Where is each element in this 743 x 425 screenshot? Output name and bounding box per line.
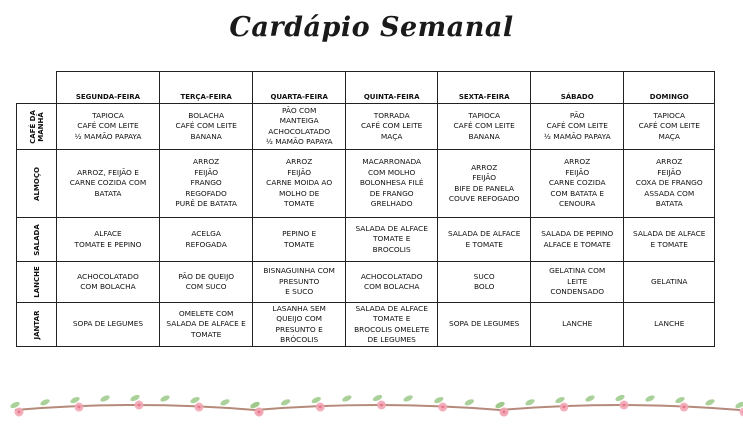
menu-cell xyxy=(253,303,346,347)
menu-cell xyxy=(345,218,438,262)
meal-label xyxy=(17,104,57,150)
menu-item-text: SUCO xyxy=(473,271,495,281)
menu-item-text: ACHOCOLATADO xyxy=(360,271,423,281)
flower-center xyxy=(503,411,506,414)
menu-cell xyxy=(345,104,438,150)
menu-item-text: ARROZ xyxy=(193,157,220,167)
menu-item-text: BROCOLIS OMELETE xyxy=(354,324,430,334)
meal-label-line: MANHÃ xyxy=(36,111,45,142)
leaf-shape xyxy=(524,398,535,407)
flower-center xyxy=(138,404,141,407)
menu-item-text: ARROZ, FEIJÃO E xyxy=(77,167,139,177)
menu-item-text: GELATINA xyxy=(651,276,688,286)
menu-item-text: MACARRONADA xyxy=(362,157,422,167)
menu-cell xyxy=(624,262,715,303)
menu-item-text: BOLACHA xyxy=(188,110,225,120)
menu-item-text: LASANHA SEM xyxy=(272,303,326,313)
leaf-shape xyxy=(403,394,414,403)
menu-item-text: COM MOLHO xyxy=(367,167,416,177)
menu-item-text: ACHOCOLATADO xyxy=(77,271,139,281)
menu-item-text: PURÊ DE BATATA xyxy=(175,199,237,209)
flower-center xyxy=(441,406,444,409)
menu-item-text: TORRADA xyxy=(373,110,410,120)
menu-cell xyxy=(438,150,531,218)
menu-item-text: FEIJÃO xyxy=(287,167,312,177)
leaf-shape xyxy=(219,398,230,407)
menu-item-text: E SUCO xyxy=(285,287,314,297)
menu-cell xyxy=(57,303,160,347)
flower-center xyxy=(78,406,81,409)
menu-item-text: ALFACE E TOMATE xyxy=(543,239,611,249)
menu-cell xyxy=(159,218,253,262)
menu-item-text: ARROZ xyxy=(656,157,683,167)
menu-item-text: CARNE MOIDA AO xyxy=(266,178,333,188)
menu-item-text: TOMATE xyxy=(283,199,315,209)
menu-cell xyxy=(530,218,624,262)
menu-cell xyxy=(530,104,624,150)
menu-cell xyxy=(345,303,438,347)
menu-cell xyxy=(159,104,253,150)
leaf-shape xyxy=(159,394,170,403)
leaf-shape xyxy=(464,398,475,407)
menu-item-text: QUEIJO COM xyxy=(276,314,323,324)
menu-item-text: BATATA xyxy=(655,199,683,209)
menu-item-text: E TOMATE xyxy=(465,239,503,249)
menu-item-text: FRANGO xyxy=(190,178,222,188)
menu-item-text: ALFACE xyxy=(94,229,122,239)
menu-item-text: ½ MAMÃO PAPAYA xyxy=(265,136,333,146)
menu-item-text: CONDENSADO xyxy=(550,287,605,297)
meal-row xyxy=(17,218,715,262)
menu-cell xyxy=(159,150,253,218)
floral-garland-decoration xyxy=(0,388,743,425)
day-header: SEGUNDA-FEIRA xyxy=(57,72,160,104)
menu-cell xyxy=(438,218,531,262)
menu-item-text: COUVE REFOGADO xyxy=(448,193,520,203)
menu-item-text: PÃO DE QUEIJO xyxy=(178,271,235,281)
meal-label-line: ALMOÇO xyxy=(32,166,41,201)
meal-label xyxy=(17,262,57,303)
menu-item-text: LANCHE xyxy=(654,319,685,329)
menu-item-text: SOPA DE LEGUMES xyxy=(72,319,144,329)
flower-center xyxy=(18,411,21,414)
menu-item-text: CAFÉ COM LEITE xyxy=(175,121,237,131)
meal-label-line: LANCHE xyxy=(32,266,41,298)
day-header: SEXTA-FEIRA xyxy=(438,72,531,104)
menu-cell xyxy=(530,303,624,347)
menu-item-text: TOMATE xyxy=(283,239,315,249)
menu-item-text: MANTEIGA xyxy=(279,116,319,126)
meal-label-line: SALADA xyxy=(32,223,41,256)
menu-item-text: BRÓCOLIS xyxy=(280,334,319,344)
menu-item-text: BATATA xyxy=(94,188,122,198)
flower-shape xyxy=(740,408,743,417)
menu-item-text: FEIJÃO xyxy=(565,167,590,177)
meal-row xyxy=(17,303,715,347)
menu-item-text: DE LEGUMES xyxy=(367,334,416,344)
menu-item-text: MAÇA xyxy=(658,131,680,141)
menu-item-text: BOLONHESA FILÉ xyxy=(359,178,424,188)
meal-label xyxy=(17,218,57,262)
menu-item-text: E TOMATE xyxy=(650,239,688,249)
menu-cell xyxy=(253,104,346,150)
menu-item-text: TOMATE xyxy=(190,329,222,339)
menu-item-text: ARROZ xyxy=(286,157,313,167)
flower-center xyxy=(319,406,322,409)
menu-item-text: MAÇA xyxy=(380,131,403,141)
menu-item-text: BIFE DE PANELA xyxy=(454,183,515,193)
flower-center xyxy=(380,404,383,407)
menu-cell xyxy=(530,262,624,303)
menu-cell xyxy=(624,104,715,150)
menu-item-text: PRESUNTO E xyxy=(275,324,323,334)
menu-item-text: BROCOLIS xyxy=(372,244,411,254)
menu-item-text: SALADA DE ALFACE xyxy=(355,303,428,313)
menu-item-text: REFOGADA xyxy=(185,239,227,249)
menu-item-text: COXA DE FRANGO xyxy=(635,178,703,188)
menu-item-text: PÃO xyxy=(569,110,585,120)
menu-item-text: LEITE xyxy=(567,276,588,286)
meal-label-line: JANTAR xyxy=(32,310,41,339)
menu-item-text: ACELGA xyxy=(191,229,221,239)
menu-cell xyxy=(345,262,438,303)
menu-item-text: BOLO xyxy=(473,282,495,291)
menu-cell xyxy=(253,150,346,218)
menu-item-text: ½ MAMÃO PAPAYA xyxy=(74,131,142,141)
menu-item-text: DE FRANGO xyxy=(369,188,414,198)
menu-item-text: PÃO COM xyxy=(281,105,317,115)
flower-center xyxy=(623,404,626,407)
menu-item-text: TOMATE E xyxy=(372,234,411,244)
menu-cell xyxy=(438,303,531,347)
page-title: Cardápio Semanal xyxy=(229,12,514,43)
menu-item-text: TAPIOCA xyxy=(468,110,501,120)
menu-item-text: FEIJÃO xyxy=(472,173,497,183)
corner-cell xyxy=(17,72,57,104)
leaf-shape xyxy=(280,398,291,407)
leaf-shape xyxy=(734,401,743,410)
menu-item-text: CAFÉ COM LEITE xyxy=(546,121,608,131)
meal-label-line: CAFÉ DA xyxy=(28,109,37,144)
menu-cell xyxy=(530,150,624,218)
menu-item-text: TOMATE E PEPINO xyxy=(74,239,142,249)
menu-item-text: COM SUCO xyxy=(185,282,227,291)
menu-item-text: FEIJÃO xyxy=(194,167,219,177)
menu-item-text: GELATINA COM xyxy=(549,266,606,276)
meal-row xyxy=(17,262,715,303)
menu-item-text: TOMATE E xyxy=(372,314,411,324)
leaf-shape xyxy=(704,398,715,407)
header-row xyxy=(17,72,715,104)
menu-item-text: GRELHADO xyxy=(370,199,413,209)
menu-item-text: FEIJÃO xyxy=(657,167,682,177)
leaf-shape xyxy=(99,394,110,403)
menu-cell xyxy=(57,262,160,303)
menu-item-text: CAFÉ COM LEITE xyxy=(638,121,700,131)
menu-item-text: COM BOLACHA xyxy=(363,282,420,291)
menu-item-text: BANANA xyxy=(468,131,500,141)
menu-cell xyxy=(624,150,715,218)
menu-item-text: COM BATATA E xyxy=(550,188,605,198)
menu-item-text: SALADA DE PEPINO xyxy=(541,229,614,239)
menu-item-text: TAPIOCA xyxy=(653,110,686,120)
menu-cell xyxy=(57,104,160,150)
menu-cell xyxy=(438,262,531,303)
flower-center xyxy=(198,406,201,409)
meal-row xyxy=(17,150,715,218)
menu-item-text: CAFÉ COM LEITE xyxy=(77,121,139,131)
menu-item-text: CARNE COZIDA COM xyxy=(69,178,147,188)
menu-item-text: SALADA DE ALFACE xyxy=(633,229,706,239)
menu-item-text: BISNAGUINHA COM xyxy=(263,266,335,276)
menu-item-text: SALADA DE ALFACE xyxy=(447,229,521,239)
menu-cell xyxy=(57,218,160,262)
menu-item-text: REGOFADO xyxy=(185,188,227,198)
day-header: DOMINGO xyxy=(624,72,715,104)
menu-item-text: SALADA DE ALFACE xyxy=(355,223,428,233)
menu-cell xyxy=(57,150,160,218)
menu-cell xyxy=(438,104,531,150)
menu-item-text: CAFÉ COM LEITE xyxy=(361,121,423,131)
meal-row xyxy=(17,104,715,150)
menu-item-text: OMELETE COM xyxy=(178,308,234,318)
menu-item-text: MOLHO DE xyxy=(278,188,320,198)
menu-item-text: PRESUNTO xyxy=(279,276,320,286)
leaf-shape xyxy=(39,398,50,407)
meal-label xyxy=(17,150,57,218)
menu-item-text: CAFÉ COM LEITE xyxy=(453,121,515,131)
day-header: TERÇA-FEIRA xyxy=(159,72,253,104)
menu-item-text: PEPINO E xyxy=(282,229,317,239)
leaf-shape xyxy=(341,394,352,403)
menu-item-text: CENOURA xyxy=(558,199,596,209)
menu-cell xyxy=(159,303,253,347)
menu-cell xyxy=(345,150,438,218)
flower-center xyxy=(683,406,686,409)
day-header: QUINTA-FEIRA xyxy=(345,72,438,104)
menu-item-text: CARNE COZIDA xyxy=(548,178,606,188)
leaf-shape xyxy=(584,394,595,403)
leaf-shape xyxy=(644,394,655,403)
menu-item-text: COM BOLACHA xyxy=(80,282,136,291)
menu-item-text: TAPIOCA xyxy=(92,110,124,120)
menu-item-text: SALADA DE ALFACE E xyxy=(166,319,246,329)
day-header: QUARTA-FEIRA xyxy=(253,72,346,104)
menu-item-text: ARROZ xyxy=(564,157,591,167)
menu-item-text: ACHOCOLATADO xyxy=(268,126,331,136)
flower-center xyxy=(563,406,566,409)
menu-cell xyxy=(253,218,346,262)
menu-item-text: LANCHE xyxy=(562,319,593,329)
weekly-menu-table xyxy=(16,71,715,347)
meal-label xyxy=(17,303,57,347)
menu-item-text: ARROZ xyxy=(471,162,498,172)
menu-item-text: ½ MAMÃO PAPAYA xyxy=(543,131,611,141)
menu-item-text: BANANA xyxy=(190,131,222,141)
flower-center xyxy=(258,411,261,414)
menu-item-text: SOPA DE LEGUMES xyxy=(449,319,520,329)
menu-cell xyxy=(624,218,715,262)
day-header: SÁBADO xyxy=(530,72,624,104)
menu-cell xyxy=(253,262,346,303)
menu-item-text: ASSADA COM xyxy=(644,188,695,198)
menu-cell xyxy=(159,262,253,303)
menu-cell xyxy=(624,303,715,347)
